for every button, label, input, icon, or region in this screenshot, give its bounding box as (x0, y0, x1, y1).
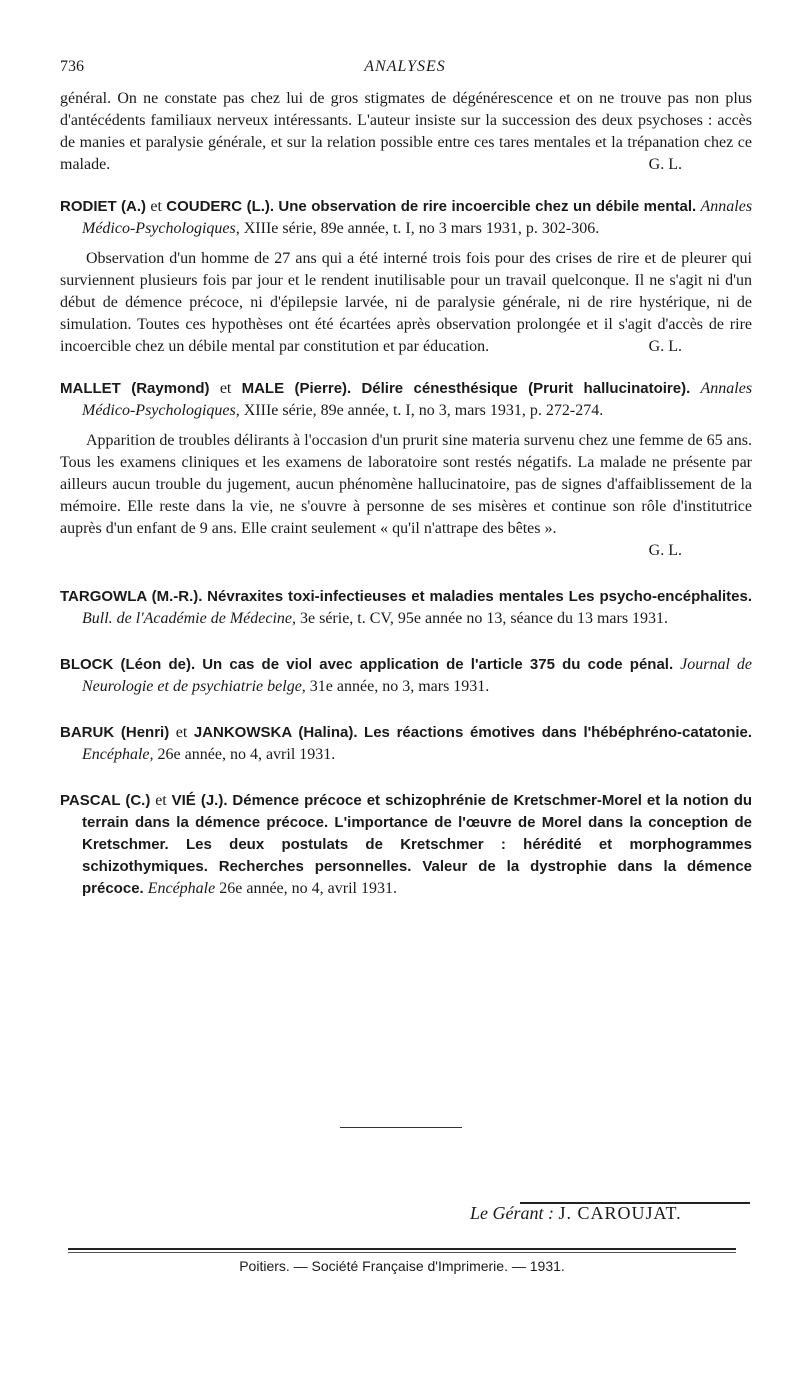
printer-imprint: Poitiers. — Société Française d'Imprimerie. — 1931. (239, 1258, 565, 1274)
separator-rule (340, 1127, 462, 1128)
page-header (60, 58, 750, 82)
entry-pascal (60, 790, 752, 900)
signature-role: Le Gérant : (470, 1203, 554, 1223)
entry-heading (60, 196, 752, 240)
intro-initials: G. L. (648, 156, 682, 173)
entry-source: Annales Médico-Psychologiques, (82, 198, 753, 237)
footer-rule-thin (68, 1252, 736, 1253)
entry-title: Démence précoce et schizophrénie de Kretschmer-Morel et la notion du terrain dans la démence précoce. L'importance de l'œuvre de Morel dans la conception de Kretschmer. Les deux postulats de Kretschmer : hérédité et morphogrammes schizothymiques. Recherches personnelles. Valeur de la dystrophie dans la démence précoce. (82, 792, 753, 897)
entry-source: Encéphale, (82, 746, 154, 763)
entry-author: TARGOWLA (M.-R.). (60, 588, 203, 605)
entry-heading (60, 378, 752, 422)
entry-author: MALLET (Raymond) (60, 380, 210, 397)
entry-author: BLOCK (Léon de). (60, 656, 196, 673)
entry-author: RODIET (60, 198, 117, 215)
entry-conjunction: et (175, 724, 188, 741)
entry-details: 26e année, no 4, avril 1931. (157, 746, 336, 763)
entry-heading (60, 790, 752, 900)
entry-title: Les réactions émotives dans l'hébéphréno-catatonie. (364, 724, 753, 741)
running-title: ANALYSES (364, 58, 446, 75)
entry-author-initial: (A.) (121, 198, 147, 215)
intro-paragraph: général. On ne constate pas chez lui de gros stigmates de dégénérescence et on ne trouve pas non plus d'antécédents familiaux nerveux intéressants. L'auteur insiste sur la succession des deux psychoses : accès de manies et paralysie générale, et sur la relation possible entre ces tares mentales et la trépanation chez ce malade. (60, 90, 752, 173)
entry-source: Journal de Neurologie et de psychiatrie belge, (82, 656, 753, 695)
entry-targowla (60, 586, 752, 630)
entry-heading (60, 722, 752, 766)
entry-abstract: Apparition de troubles délirants à l'occasion d'un prurit sine materia survenu chez une femme de 65 ans. Tous les examens cliniques et les examens de laboratoire sont restés négatifs. La malade ne présente par ailleurs aucun trouble du jugement, aucun phénomène hallucinatoire, pas de signes d'affaiblissement de la mémoire. Elle reste dans la vie, ne s'ouvre à personne de ses misères et continue son rôle d'institutrice auprès d'un enfant de 9 ans. Elle craint seulement « qu'il n'attrape des bêtes ». (60, 432, 752, 537)
entry-author: BARUK (Henri) (60, 724, 170, 741)
entry-source: Annales Médico-Psychologiques, (82, 380, 753, 419)
entry-heading (60, 654, 752, 698)
entry-block (60, 654, 752, 698)
entry-conjunction: et (155, 792, 167, 809)
entry-source: Bull. de l'Académie de Médecine, (82, 610, 296, 627)
entry-initials: G. L. (648, 542, 682, 559)
entry-source: Encéphale (147, 880, 216, 897)
page-number: 736 (60, 58, 84, 75)
entry-title: Délire cénesthésique (Prurit hallucinatoire). (361, 380, 691, 397)
entry-details: 26e année, no 4, avril 1931. (219, 880, 397, 897)
entry-coauthor: COUDERC (L.). (166, 198, 275, 215)
entry-details: 3e série, t. CV, 95e année no 13, séance du 13 mars 1931. (300, 610, 669, 627)
page-content (60, 88, 752, 900)
entry-coauthor: JANKOWSKA (Halina). (193, 724, 358, 741)
signature-block (470, 1203, 750, 1224)
entry-details: XIIIe série, 89e année, t. I, no 3 mars 1931, p. 302-306. (243, 220, 600, 237)
entry-abstract: Observation d'un homme de 27 ans qui a été interné trois fois pour des crises de rire et de pleurer qui surviennent plusieurs fois par jour et le rendent inutilisable pour un travail quelconque. Il ne s'agit ni d'un début de démence précoce, ni d'épilepsie larvée, ni de paralysie générale, ni de rire hystérique, ni de simulation. Toutes ces hypothèses ont été écartées après observation prolongée et il s'agit d'accès de rire incoercible chez un débile mental par constitution et par éducation. (60, 250, 752, 355)
entry-rodiet (60, 196, 752, 358)
entry-baruk (60, 722, 752, 766)
entry-details: XIIIe série, 89e année, t. I, no 3, mars 1931, p. 272-274. (243, 402, 604, 419)
entry-coauthor: MALE (Pierre). (241, 380, 352, 397)
entry-title: Une observation de rire incoercible chez un débile mental. (278, 198, 697, 215)
entry-title: Un cas de viol avec application de l'article 375 du code pénal. (202, 656, 674, 673)
entry-author: PASCAL (C.) (60, 792, 151, 809)
entry-conjunction: et (150, 198, 162, 215)
entry-mallet (60, 378, 752, 562)
signature-name: J. CAROUJAT. (558, 1203, 682, 1223)
entry-heading (60, 586, 752, 630)
entry-details: 31e année, no 3, mars 1931. (309, 678, 490, 695)
entry-conjunction: et (219, 380, 232, 397)
entry-coauthor: VIÉ (J.). (171, 792, 228, 809)
footer-rule (68, 1248, 736, 1250)
entry-title: Névraxites toxi-infectieuses et maladies mentales Les psycho-encéphalites. (207, 588, 752, 605)
entry-initials: G. L. (648, 338, 682, 355)
